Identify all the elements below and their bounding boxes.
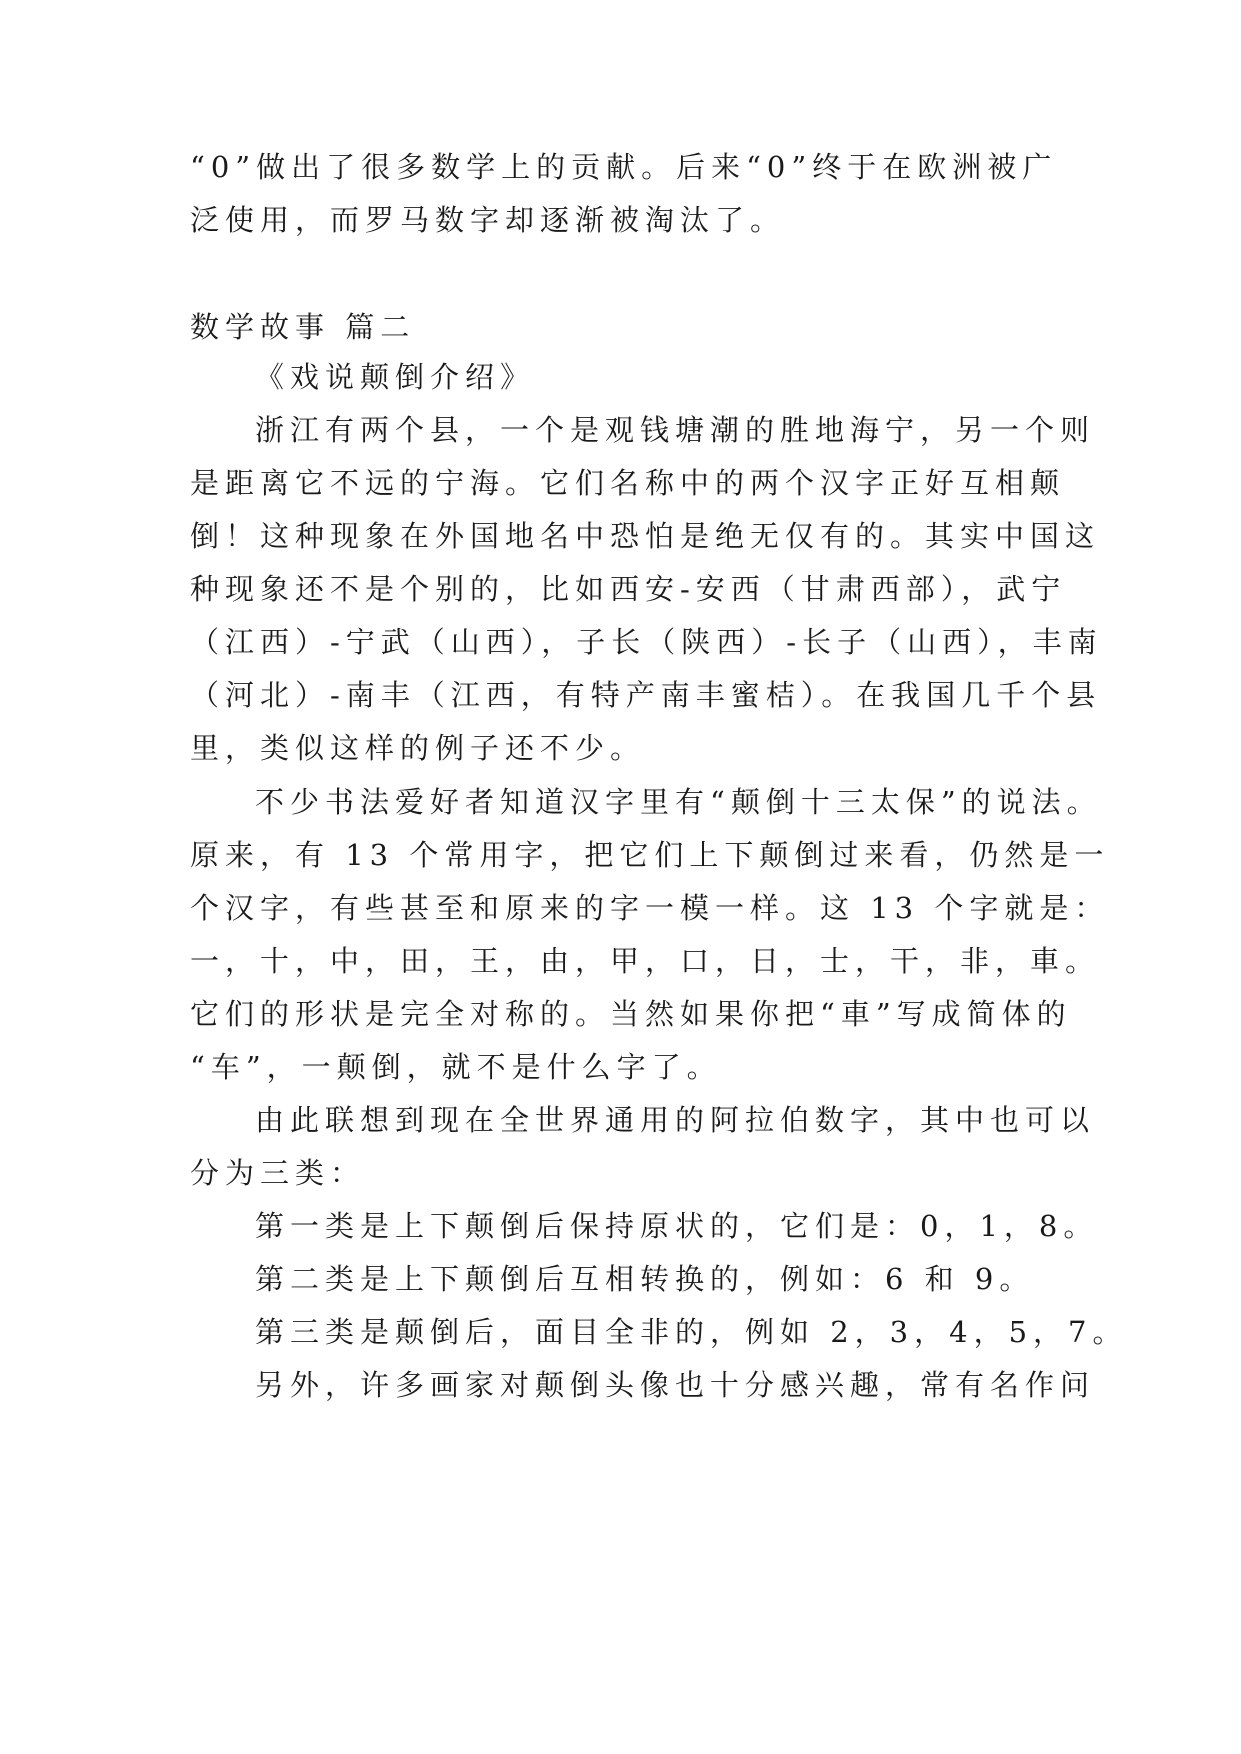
paragraph-line: 个汉字，有些甚至和原来的字一模一样。这 13 个字就是：: [190, 891, 1110, 925]
paragraph-line: 是距离它不远的宁海。它们名称中的两个汉字正好互相颠: [190, 466, 1066, 500]
paragraph-line: 第二类是上下颠倒后互相转换的，例如：6 和 9。: [255, 1262, 1035, 1296]
paragraph-line: 第一类是上下颠倒后保持原状的，它们是：0，1，8。: [255, 1209, 1099, 1243]
paragraph-line: 由此联想到现在全世界通用的阿拉伯数字，其中也可以: [255, 1103, 1096, 1137]
paragraph-line: 种现象还不是个别的，比如西安-安西（甘肃西部），武宁: [190, 572, 1067, 606]
paragraph-line: 一，十，中，田，王，由，甲，口，日，士，干，非，車。: [190, 944, 1101, 978]
paragraph-line: 分为三类：: [190, 1156, 366, 1190]
paragraph-line: 倒！这种现象在外国地名中恐怕是绝无仅有的。其实中国这: [190, 519, 1101, 553]
paragraph-line: 它们的形状是完全对称的。当然如果你把“車”写成简体的: [190, 997, 1072, 1031]
paragraph-line: （河北）-南丰（江西，有特产南丰蜜桔）。在我国几千个县: [190, 678, 1102, 712]
paragraph-line: 另外，许多画家对颠倒头像也十分感兴趣，常有名作问: [255, 1368, 1096, 1402]
paragraph-line: 原来，有 13 个常用字，把它们上下颠倒过来看，仍然是一: [190, 838, 1110, 872]
paragraph-line: 第三类是颠倒后，面目全非的，例如 2，3，4，5，7。: [255, 1315, 1128, 1349]
paragraph-line: （江西）-宁武（山西），子长（陕西）-长子（山西），丰南: [190, 625, 1103, 659]
paragraph-line: 浙江有两个县，一个是观钱塘潮的胜地海宁，另一个则: [255, 413, 1096, 447]
paragraph-line: 泛使用，而罗马数字却逐渐被淘汰了。: [190, 203, 786, 237]
paragraph-line: “车”，一颠倒，就不是什么字了。: [190, 1050, 722, 1084]
section-subtitle: 《戏说颠倒介绍》: [255, 360, 536, 394]
paragraph-line: 不少书法爱好者知道汉字里有“颠倒十三太保”的说法。: [255, 785, 1102, 819]
paragraph-line: 里，类似这样的例子还不少。: [190, 731, 646, 765]
section-heading: 数学故事 篇二: [190, 310, 416, 344]
paragraph-line: “0”做出了很多数学上的贡献。后来“0”终于在欧洲被广: [190, 150, 1058, 184]
